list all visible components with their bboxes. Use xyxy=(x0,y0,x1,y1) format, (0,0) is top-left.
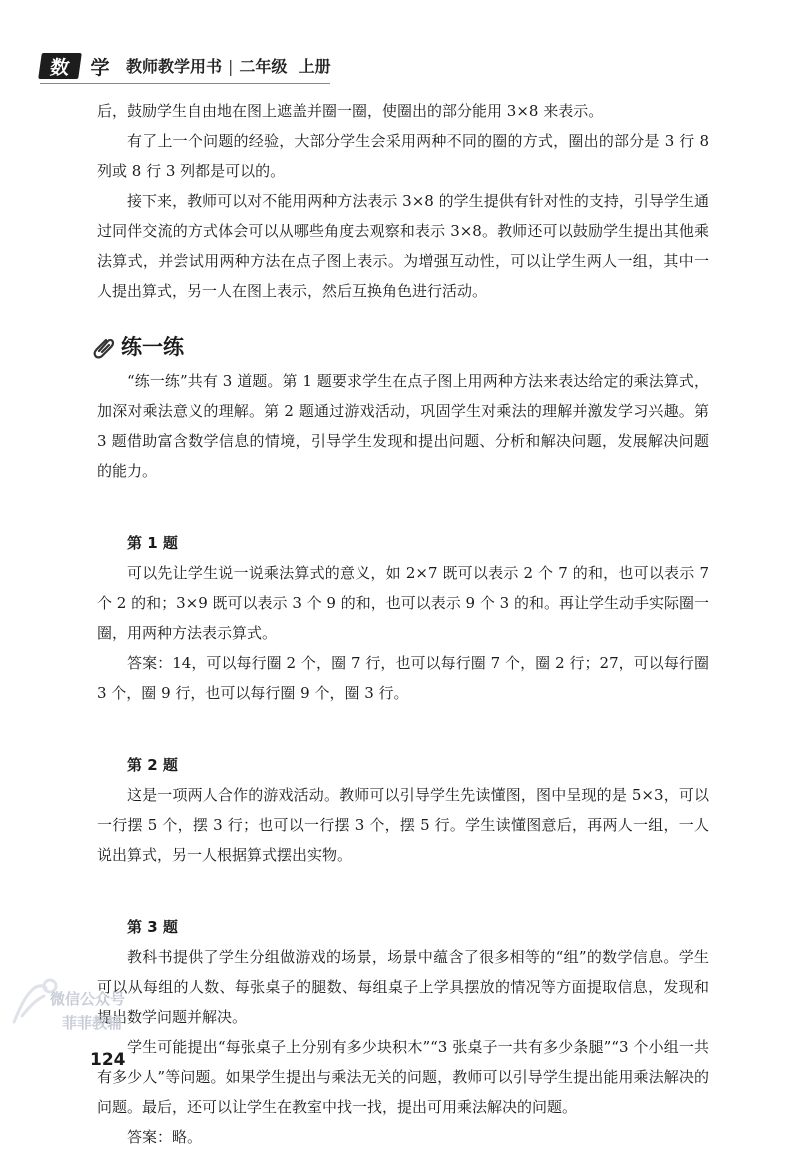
question-1-paragraph: 可以先让学生说一说乘法算式的意义，如 2×7 既可以表示 2 个 7 的和，也可以表示 7 个 2 的和；3×9 既可以表示 3 个 9 的和，也可以表示 9 个 3 的和。再让学生动手实际圈一圈，用两种方法表示算式。 xyxy=(97,564,709,642)
watermark-line-2: 菲菲教辅 xyxy=(62,1014,123,1032)
practice-title: 练一练 xyxy=(121,335,184,359)
logo-char-a: 数 xyxy=(38,53,82,79)
question-1-heading: 第 1 题 xyxy=(127,534,178,552)
running-header xyxy=(40,52,760,82)
question-3-paragraph: 学生可能提出“每张桌子上分别有多少块积木”“3 张桌子一共有多少条腿”“3 个小组一共有多少人”等问题。如果学生提出与乘法无关的问题，教师可以引导学生提出能用乘法解决的问题。最后，还可以让学生在教室中找一找，提出可用乘法解决的问题。 xyxy=(97,1038,709,1116)
watermark-line-1: 微信公众号 xyxy=(50,990,126,1008)
intro-paragraph: 接下来，教师可以对不能用两种方法表示 3×8 的学生提供有针对性的支持，引导学生通过同伴交流的方式体会可以从哪些角度去观察和表示 3×8。教师还可以鼓励学生提出其他乘法算式，并尝试用两种方法在点子图上表示。为增强互动性，可以让学生两人一组，其中一人提出算式，另一人在图上表示，然后互换角色进行活动。 xyxy=(97,192,709,300)
paperclip-icon xyxy=(91,334,117,360)
header-separator: | xyxy=(228,57,234,76)
page-number: 124 xyxy=(90,1050,126,1070)
header-title xyxy=(126,54,331,77)
page-body xyxy=(97,96,709,1152)
grade-label: 二年级 xyxy=(239,57,288,76)
logo-char-b: 学 xyxy=(90,56,110,79)
watermark xyxy=(6,968,156,1048)
question-3-answer: 答案：略。 xyxy=(127,1128,203,1146)
math-logo xyxy=(40,52,122,80)
practice-overview: “练一练”共有 3 道题。第 1 题要求学生在点子图上用两种方法来表达给定的乘法算式，加深对乘法意义的理解。第 2 题通过游戏活动，巩固学生对乘法的理解并激发学习兴趣。第 3 题借助富含数学信息的情境，引导学生发现和提出问题、分析和解决问题，发展解决问题的能力。 xyxy=(97,372,709,480)
question-3-paragraph: 教科书提供了学生分组做游戏的场景，场景中蕴含了很多相等的“组”的数学信息。学生可以从每组的人数、每张桌子的腿数、每组桌子上学具摆放的情况等方面提取信息，发现和提出数学问题并解决。 xyxy=(97,948,709,1026)
volume-label: 上册 xyxy=(298,57,331,76)
question-2-paragraph: 这是一项两人合作的游戏活动。教师可以引导学生先读懂图，图中呈现的是 5×3，可以一行摆 5 个，摆 3 行；也可以一行摆 3 个，摆 5 行。学生读懂图意后，再两人一组，一人说出算式，另一人根据算式摆出实物。 xyxy=(97,786,709,864)
header-rule xyxy=(40,83,330,84)
question-1-answer: 答案：14，可以每行圈 2 个，圈 7 行，也可以每行圈 7 个，圈 2 行；27，可以每行圈 3 个，圈 9 行，也可以每行圈 9 个，圈 3 行。 xyxy=(97,654,709,702)
question-3-heading: 第 3 题 xyxy=(127,918,178,936)
intro-paragraph: 有了上一个问题的经验，大部分学生会采用两种不同的圈的方式，圈出的部分是 3 行 8 列或 8 行 3 列都是可以的。 xyxy=(97,132,709,180)
book-title: 教师教学用书 xyxy=(126,57,223,76)
intro-paragraph: 后，鼓励学生自由地在图上遮盖并圈一圈，使圈出的部分能用 3×8 来表示。 xyxy=(97,102,604,120)
practice-section-heading xyxy=(91,328,709,366)
question-2-heading: 第 2 题 xyxy=(127,756,178,774)
